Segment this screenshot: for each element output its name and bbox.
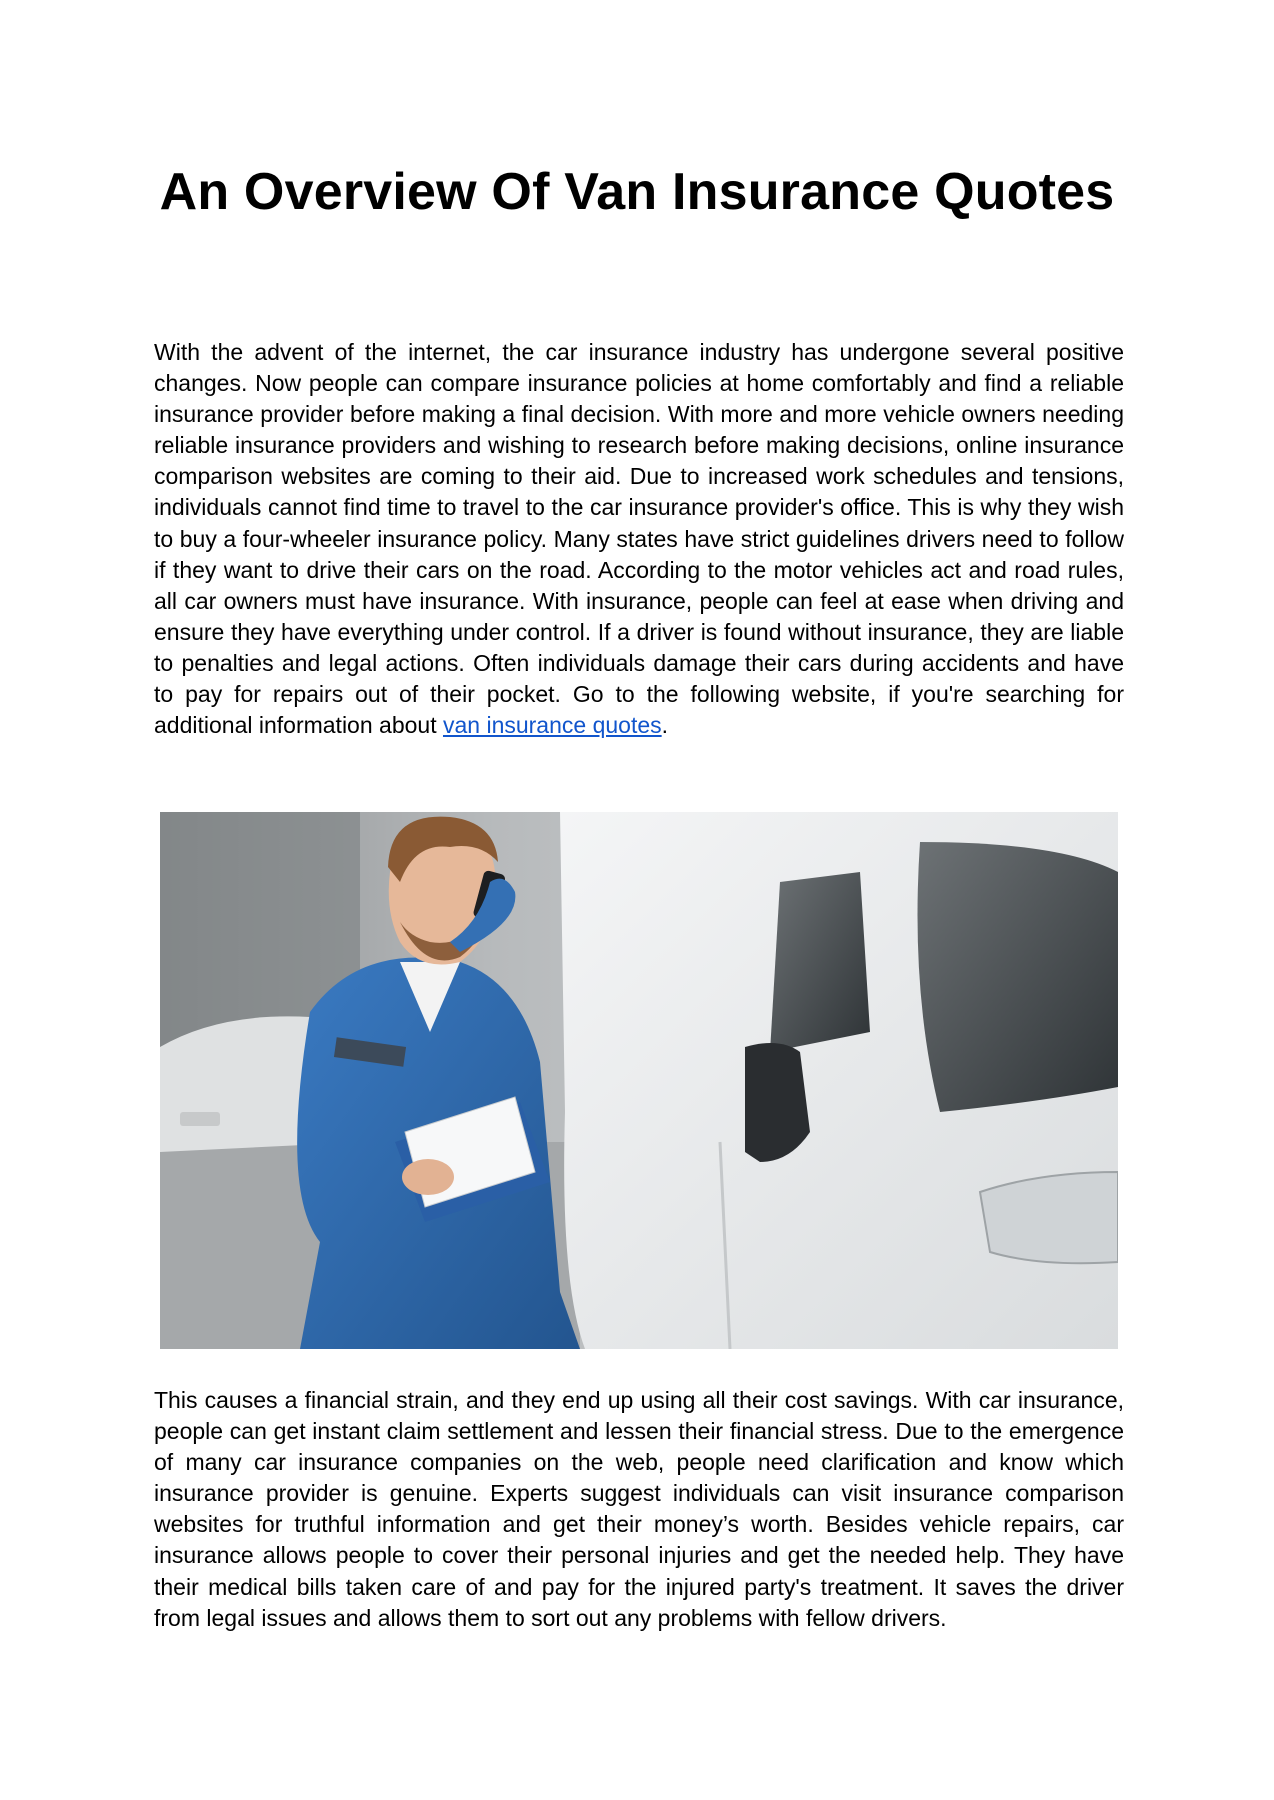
intro-paragraph	[154, 337, 1124, 741]
van-windshield	[918, 842, 1119, 1112]
van-side-window	[770, 872, 870, 1052]
van-headlight	[980, 1172, 1118, 1263]
van-side-mirror	[745, 1043, 810, 1162]
second-paragraph: This causes a financial strain, and they end up using all their cost savings. With car insurance, people can get instant claim settlement and lessen their financial stress. Due to the emergence of many car insurance companies on the web, people need clarification and know which insurance provider is genuine. Experts suggest individuals can visit insurance comparison websites for truthful information and get their money’s worth. Besides vehicle repairs, car insurance allows people to cover their personal injuries and get the needed help. They have their medical bills taken care of and pay for the injured party's treatment. It saves the driver from legal issues and allows them to sort out any problems with fellow drivers.	[154, 1387, 1124, 1631]
intro-paragraph-end: .	[661, 712, 669, 739]
photo-illustration	[160, 812, 1118, 1349]
van-insurance-quotes-link[interactable]: van insurance quotes	[442, 712, 662, 739]
hand	[402, 1159, 454, 1195]
page-title: An Overview Of Van Insurance Quotes	[159, 163, 1115, 221]
article-photo	[160, 812, 1118, 1349]
intro-paragraph-text: With the advent of the internet, the car insurance industry has undergone several positive changes. Now people can compare insurance policies at home comfortably and find a reliable insurance provider before making a final decision. With more and more vehicle owners needing reliable insurance providers and wishing to research before making decisions, online insurance comparison websites are coming to their aid. Due to increased work schedules and tensions, individuals cannot find time to travel to the car insurance provider's office. This is why they wish to buy a four-wheeler insurance policy. Many states have strict guidelines drivers need to follow if they want to drive their cars on the road. According to the motor vehicles act and road rules, all car owners must have insurance. With insurance, people can feel at ease when driving and ensure they have everything under control. If a driver is found without insurance, they are liable to penalties and legal actions. Often individuals damage their cars during accidents and have to pay for repairs out of their pocket. Go to the following website, if you're searching for additional information about	[154, 339, 1124, 739]
